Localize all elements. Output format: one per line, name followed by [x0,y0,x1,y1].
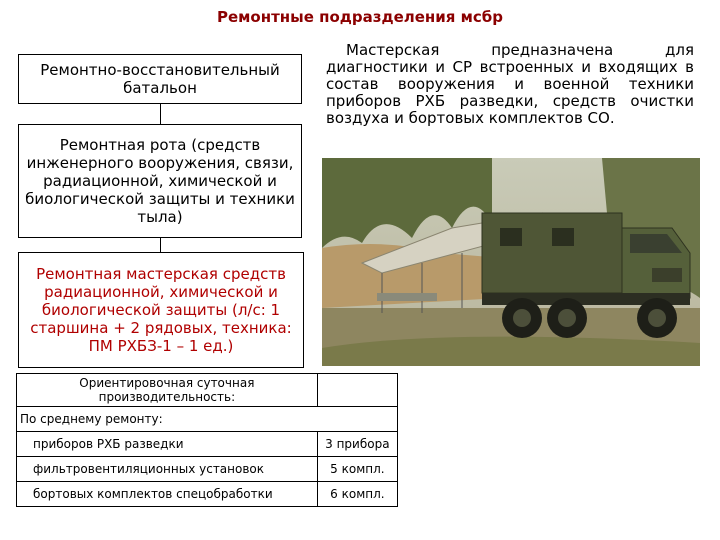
battalion-box [18,54,302,104]
battalion-label: Ремонтно-восстановительный батальон [40,61,280,97]
table-cell-value: 6 компл. [317,482,397,507]
table-subheader-cell: По среднему ремонту: [17,407,398,432]
repair-company-label: Ремонтная рота (средств инженерного вооружения, связи, радиационной, химической и биологической защиты и техники тыла) [25,136,295,226]
workshop-label: Ремонтная мастерская средств радиационной, химической и биологической защиты (л/с: 1 старшина + 2 рядовых, техника: ПМ РХБЗ-1 – 1 ед.) [30,265,292,355]
table-cell-value: 5 компл. [317,457,397,482]
connector-line [160,104,161,124]
table-row [17,432,398,457]
page-title: Ремонтные подразделения мсбр [216,8,503,26]
table-subheader-row [17,407,398,432]
table-row [17,457,398,482]
workshop-box [18,252,304,368]
table-cell-value: 3 прибора [317,432,397,457]
table-cell-item: бортовых комплектов спецобработки [17,482,318,507]
table-cell-item: приборов РХБ разведки [17,432,318,457]
repair-company-box [18,124,302,238]
productivity-table [16,373,398,507]
truck-photo-image [322,158,700,366]
description-text: Мастерская предназначена для диагностики и СР встроенных и входящих в состав вооружения и военной техники приборов РХБ разведки, средств очистки воздуха и бортовых комплектов СО. [326,41,694,127]
table-header-cell: Ориентировочная суточная производительность: [17,374,318,407]
workshop-truck-photo [322,158,700,366]
table-row [17,482,398,507]
table-header-empty-cell [317,374,397,407]
table-header-row [17,374,398,407]
connector-line [160,238,161,252]
table-cell-item: фильтровентиляционных установок [17,457,318,482]
